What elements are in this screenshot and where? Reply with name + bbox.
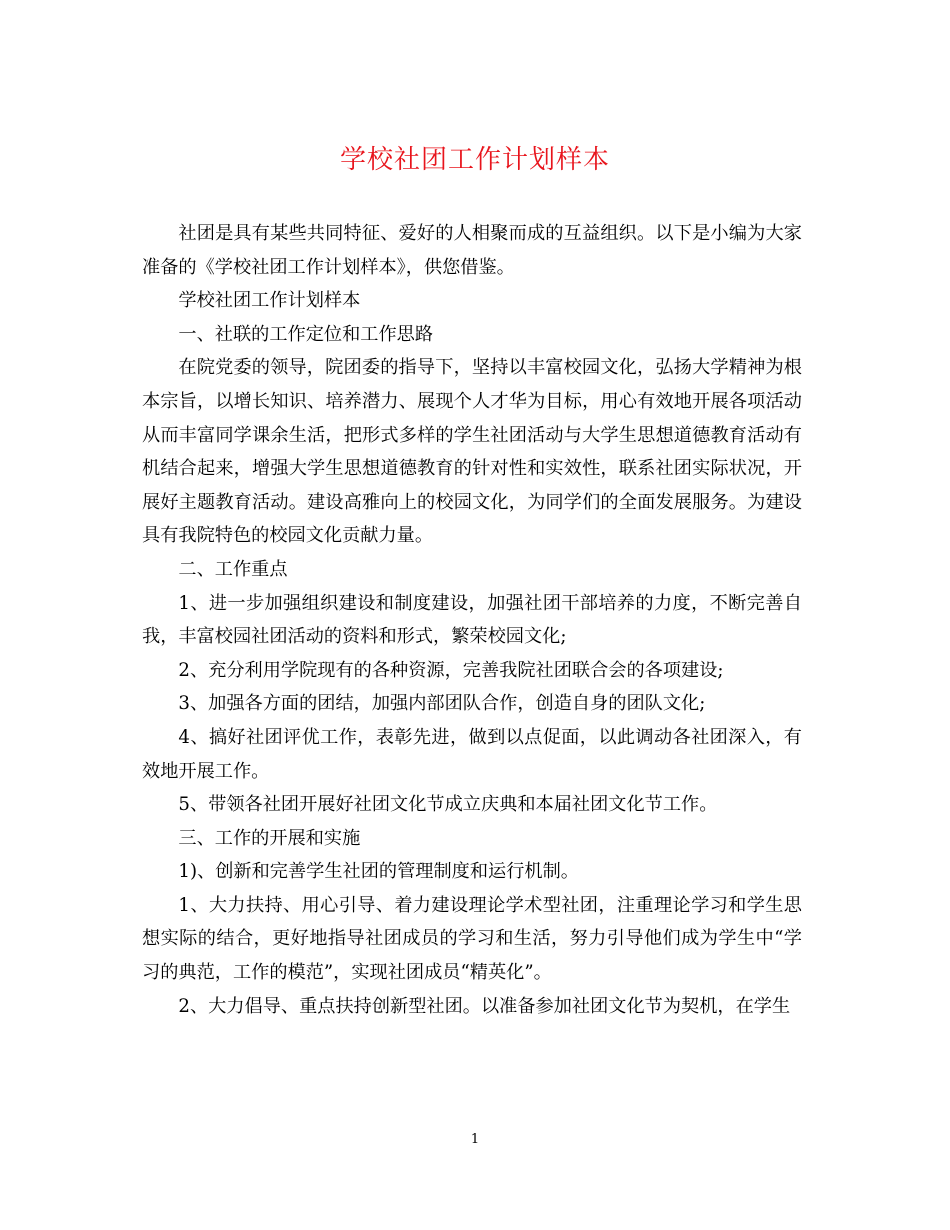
subsection-heading: 1)、创新和完善学生社团的管理制度和运行机制。	[178, 861, 579, 883]
list-item: 3、加强各方面的团结，加强内部团队合作，创造自身的团队文化;	[178, 693, 706, 715]
list-item: 4、搞好社团评优工作，表彰先进，做到以点促面，以此调动各社团深入，有效地开展工作。	[142, 726, 802, 782]
paragraph-intro: 社团是具有某些共同特征、爱好的人相聚而成的互益组织。以下是小编为大家准备的《学校社团工作计划样本》，供您借鉴。	[142, 223, 802, 278]
list-item: 2、大力倡导、重点扶持创新型社团。以准备参加社团文化节为契机，在学生	[178, 995, 791, 1017]
paragraph-subtitle: 学校社团工作计划样本	[178, 290, 361, 312]
list-item: 5、带领各社团开展好社团文化节成立庆典和本届社团文化节工作。	[178, 794, 718, 816]
section-heading-1: 一、社联的工作定位和工作思路	[178, 323, 434, 345]
document-title: 学校社团工作计划样本	[339, 145, 610, 175]
section-heading-3: 三、工作的开展和实施	[178, 827, 361, 849]
list-item: 2、充分利用学院现有的各种资源，完善我院社团联合会的各项建设;	[178, 659, 724, 681]
section-heading-2: 二、工作重点	[178, 558, 288, 580]
list-item: 1、大力扶持、用心引导、着力建设理论学术型社团，注重理论学习和学生思想实际的结合，更好地指导社团成员的学习和生活，努力引导他们成为学生中“学习的典范，工作的模范”，实现社团成员“精英化”。	[142, 894, 802, 984]
list-item: 1、进一步加强组织建设和制度建设，加强社团干部培养的力度，不断完善自我，丰富校园社团活动的资料和形式，繁荣校园文化;	[142, 592, 802, 648]
document-body	[142, 217, 802, 1023]
paragraph-section-1: 在院党委的领导，院团委的指导下，坚持以丰富校园文化，弘扬大学精神为根本宗旨，以增长知识、培养潜力、展现个人才华为目标，用心有效地开展各项活动从而丰富同学课余生活，把形式多样的学生社团活动与大学生思想道德教育活动有机结合起来，增强大学生思想道德教育的针对性和实效性，联系社团实际状况，开展好主题教育活动。建设高雅向上的校园文化，为同学们的全面发展服务。为建设具有我院特色的校园文化贡献力量。	[142, 357, 802, 547]
page-number: 1	[470, 1132, 480, 1147]
